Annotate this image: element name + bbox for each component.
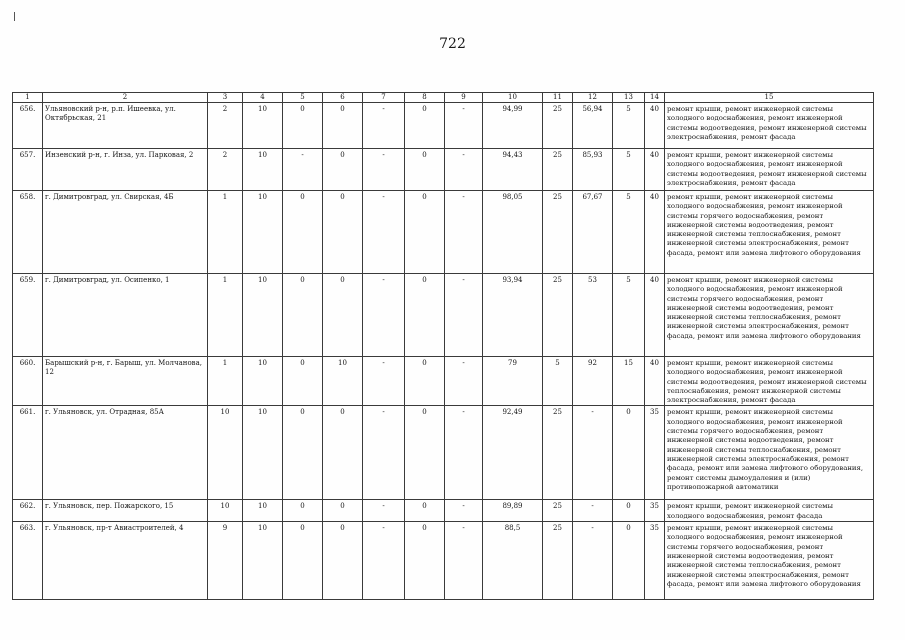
value-cell: 10 (208, 406, 243, 500)
table-row (13, 522, 874, 600)
value-cell: 0 (283, 522, 323, 600)
value-cell: 88,5 (483, 522, 543, 600)
value-cell: 0 (613, 406, 645, 500)
value-cell: 1 (208, 191, 243, 274)
row-number-cell: 659. (13, 274, 43, 357)
column-number: 9 (445, 93, 483, 103)
row-number-cell: 661. (13, 406, 43, 500)
column-number: 5 (283, 93, 323, 103)
value-cell: 0 (405, 406, 445, 500)
repair-works-cell: ремонт крыши, ремонт инженерной системы холодного водоснабжения, ремонт инженерной системы горячего водоснабжения, ремонт инженерной системы водоотведения, ремонт инженерной системы теплоснабжения, ремонт инженерной системы электроснабжения, ремонт фасада, ремонт или замена лифтового оборудования, ремонт системы дымоудаления и (или) противопожарной автоматики (665, 406, 874, 500)
value-cell: 10 (243, 274, 283, 357)
table-row (13, 149, 874, 191)
value-cell: 85,93 (573, 149, 613, 191)
value-cell: 0 (405, 149, 445, 191)
column-number: 3 (208, 93, 243, 103)
repair-works-cell: ремонт крыши, ремонт инженерной системы холодного водоснабжения, ремонт фасада (665, 500, 874, 522)
value-cell: 10 (243, 522, 283, 600)
value-cell: 0 (613, 522, 645, 600)
table-row (13, 103, 874, 149)
repair-works-cell: ремонт крыши, ремонт инженерной системы холодного водоснабжения, ремонт инженерной системы горячего водоснабжения, ремонт инженерной системы водоотведения, ремонт инженерной системы теплоснабжения, ремонт инженерной системы электроснабжения, ремонт фасада, ремонт или замена лифтового оборудования (665, 522, 874, 600)
column-number: 7 (363, 93, 405, 103)
value-cell: 2 (208, 103, 243, 149)
value-cell: - (445, 522, 483, 600)
value-cell: 0 (405, 274, 445, 357)
value-cell: 0 (323, 500, 363, 522)
value-cell: 9 (208, 522, 243, 600)
address-cell: г. Ульяновск, ул. Отрадная, 85А (43, 406, 208, 500)
value-cell: 0 (405, 522, 445, 600)
value-cell: - (573, 522, 613, 600)
value-cell: 10 (243, 406, 283, 500)
column-number: 8 (405, 93, 445, 103)
value-cell: - (363, 357, 405, 406)
column-number: 13 (613, 93, 645, 103)
value-cell: 79 (483, 357, 543, 406)
value-cell: 40 (645, 357, 665, 406)
page-number: 722 (439, 36, 466, 52)
column-number: 15 (665, 93, 874, 103)
value-cell: 25 (543, 406, 573, 500)
value-cell: 0 (323, 522, 363, 600)
value-cell: 93,94 (483, 274, 543, 357)
table-row (13, 274, 874, 357)
value-cell: 92,49 (483, 406, 543, 500)
value-cell: 5 (613, 103, 645, 149)
value-cell: 10 (243, 149, 283, 191)
value-cell: 56,94 (573, 103, 613, 149)
row-number-cell: 658. (13, 191, 43, 274)
repair-works-cell: ремонт крыши, ремонт инженерной системы холодного водоснабжения, ремонт инженерной системы водоотведения, ремонт инженерной системы электроснабжения, ремонт фасада (665, 103, 874, 149)
address-cell: г. Ульяновск, пр-т Авиастроителей, 4 (43, 522, 208, 600)
value-cell: 40 (645, 274, 665, 357)
value-cell: - (573, 500, 613, 522)
column-number-row (13, 93, 874, 103)
value-cell: - (283, 149, 323, 191)
column-number: 12 (573, 93, 613, 103)
value-cell: 0 (323, 191, 363, 274)
value-cell: 5 (613, 191, 645, 274)
value-cell: 40 (645, 191, 665, 274)
value-cell: 0 (405, 191, 445, 274)
table-row (13, 406, 874, 500)
value-cell: 25 (543, 522, 573, 600)
value-cell: - (363, 500, 405, 522)
column-number: 11 (543, 93, 573, 103)
value-cell: - (363, 103, 405, 149)
value-cell: 15 (613, 357, 645, 406)
value-cell: 89,89 (483, 500, 543, 522)
column-number: 10 (483, 93, 543, 103)
value-cell: - (363, 191, 405, 274)
value-cell: 0 (323, 274, 363, 357)
table-row (13, 357, 874, 406)
value-cell: - (363, 149, 405, 191)
value-cell: - (445, 274, 483, 357)
address-cell: г. Димитровград, ул. Свирская, 4Б (43, 191, 208, 274)
value-cell: - (445, 406, 483, 500)
value-cell: - (363, 522, 405, 600)
column-number: 14 (645, 93, 665, 103)
value-cell: - (363, 274, 405, 357)
value-cell: 53 (573, 274, 613, 357)
value-cell: 35 (645, 406, 665, 500)
table-row (13, 500, 874, 522)
table-body (13, 93, 874, 600)
value-cell: 35 (645, 500, 665, 522)
column-number: 2 (43, 93, 208, 103)
value-cell: 92 (573, 357, 613, 406)
value-cell: 0 (323, 406, 363, 500)
value-cell: 98,05 (483, 191, 543, 274)
value-cell: 10 (243, 191, 283, 274)
value-cell: 0 (283, 500, 323, 522)
value-cell: 25 (543, 191, 573, 274)
value-cell: - (445, 191, 483, 274)
value-cell: 40 (645, 103, 665, 149)
value-cell: 0 (405, 500, 445, 522)
value-cell: 25 (543, 500, 573, 522)
value-cell: 94,99 (483, 103, 543, 149)
address-cell: г. Димитровград, ул. Осипенко, 1 (43, 274, 208, 357)
value-cell: 0 (283, 103, 323, 149)
value-cell: 25 (543, 274, 573, 357)
repair-works-cell: ремонт крыши, ремонт инженерной системы холодного водоснабжения, ремонт инженерной системы горячего водоснабжения, ремонт инженерной системы водоотведения, ремонт инженерной системы теплоснабжения, ремонт инженерной системы электроснабжения, ремонт фасада, ремонт или замена лифтового оборудования (665, 274, 874, 357)
value-cell: 35 (645, 522, 665, 600)
row-number-cell: 657. (13, 149, 43, 191)
row-number-cell: 656. (13, 103, 43, 149)
repair-works-cell: ремонт крыши, ремонт инженерной системы холодного водоснабжения, ремонт инженерной системы водоотведения, ремонт инженерной системы электроснабжения, ремонт фасада (665, 149, 874, 191)
value-cell: 5 (613, 149, 645, 191)
value-cell: - (363, 406, 405, 500)
value-cell: 5 (543, 357, 573, 406)
address-cell: Инзенский р-н, г. Инза, ул. Парковая, 2 (43, 149, 208, 191)
column-number: 6 (323, 93, 363, 103)
repair-works-cell: ремонт крыши, ремонт инженерной системы холодного водоснабжения, ремонт инженерной системы горячего водоснабжения, ремонт инженерной системы водоотведения, ремонт инженерной системы теплоснабжения, ремонт инженерной системы электроснабжения, ремонт фасада, ремонт или замена лифтового оборудования (665, 191, 874, 274)
value-cell: 1 (208, 274, 243, 357)
value-cell: - (573, 406, 613, 500)
value-cell: 0 (405, 357, 445, 406)
value-cell: - (445, 103, 483, 149)
value-cell: 94,43 (483, 149, 543, 191)
value-cell: - (445, 149, 483, 191)
value-cell: 0 (283, 274, 323, 357)
value-cell: 0 (323, 103, 363, 149)
address-cell: г. Ульяновск, пер. Пожарского, 15 (43, 500, 208, 522)
value-cell: 0 (283, 357, 323, 406)
value-cell: 5 (613, 274, 645, 357)
value-cell: 2 (208, 149, 243, 191)
table-row (13, 191, 874, 274)
value-cell: 0 (283, 191, 323, 274)
value-cell: 0 (323, 149, 363, 191)
value-cell: 0 (613, 500, 645, 522)
row-number-cell: 663. (13, 522, 43, 600)
column-number: 4 (243, 93, 283, 103)
address-cell: Барышский р-н, г. Барыш, ул. Молчанова, 12 (43, 357, 208, 406)
value-cell: 40 (645, 149, 665, 191)
value-cell: 10 (243, 103, 283, 149)
column-number: 1 (13, 93, 43, 103)
value-cell: 10 (243, 357, 283, 406)
value-cell: 25 (543, 149, 573, 191)
repair-program-table (12, 92, 874, 600)
address-cell: Ульяновский р-н, р.п. Ишеевка, ул. Октябрьская, 21 (43, 103, 208, 149)
repair-works-cell: ремонт крыши, ремонт инженерной системы холодного водоснабжения, ремонт инженерной системы водоотведения, ремонт инженерной системы теплоснабжения, ремонт инженерной системы электроснабжения, ремонт фасада (665, 357, 874, 406)
value-cell: 10 (243, 500, 283, 522)
value-cell: 1 (208, 357, 243, 406)
row-number-cell: 662. (13, 500, 43, 522)
scan-mark (14, 12, 15, 21)
value-cell: 0 (405, 103, 445, 149)
value-cell: 0 (283, 406, 323, 500)
value-cell: - (445, 500, 483, 522)
value-cell: 10 (208, 500, 243, 522)
value-cell: 67,67 (573, 191, 613, 274)
value-cell: 25 (543, 103, 573, 149)
value-cell: 10 (323, 357, 363, 406)
value-cell: - (445, 357, 483, 406)
row-number-cell: 660. (13, 357, 43, 406)
